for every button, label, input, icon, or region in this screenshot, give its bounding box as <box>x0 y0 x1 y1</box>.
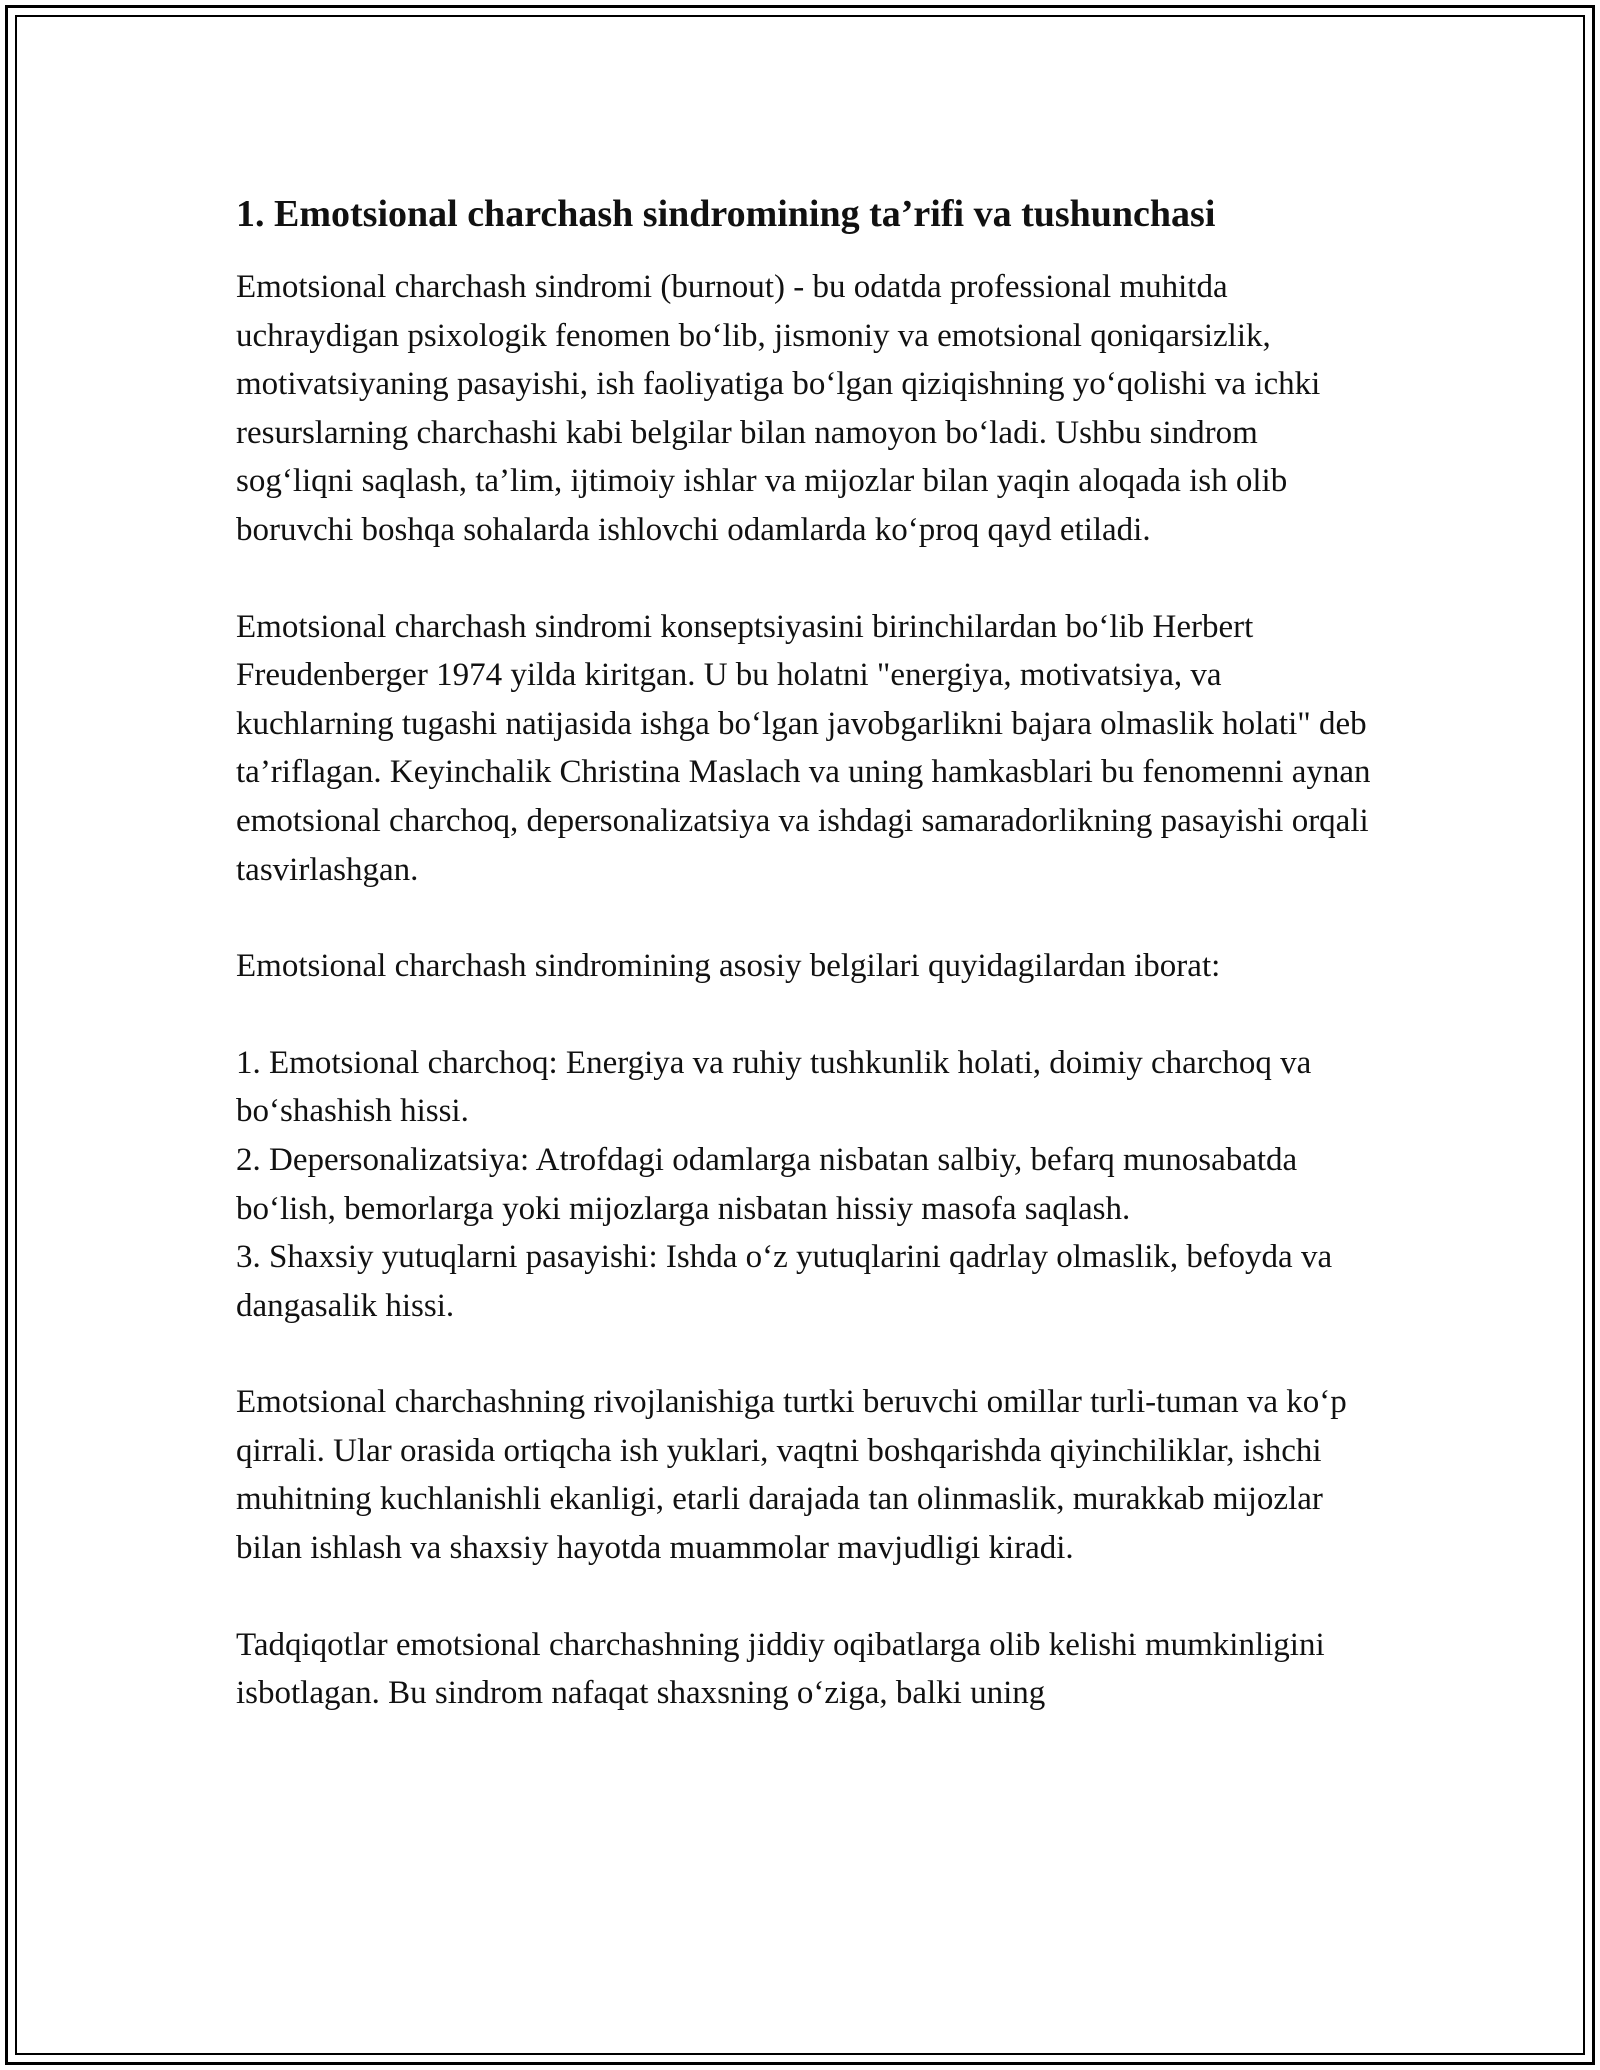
paragraph-consequences: Tadqiqotlar emotsional charchashning jiddiy oqibatlarga olib kelishi mumkinligini isbotlagan. Bu sindrom nafaqat shaxsning o‘ziga, balki uning <box>236 1626 1325 1712</box>
paragraph-factors: Emotsional charchashning rivojlanishiga turtki beruvchi omillar turli-tuman va ko‘p qirrali. Ular orasida ortiqcha ish yuklari, vaqtni boshqarishda qiyinchiliklar, ishchi muhitning kuchlanishli ekanligi, etarli darajada tan olinmaslik, murakkab mijozlar bilan ishlash va shaxsiy hayotda muammolar mavjudligi kiradi. <box>236 1384 1347 1567</box>
document-body <box>236 187 1376 1718</box>
list-item: 2. Depersonalizatsiya: Atrofdagi odamlarga nisbatan salbiy, befarq munosabatda bo‘lish, bemorlarga yoki mijozlarga nisbatan hissiy masofa saqlash. <box>236 1141 1298 1227</box>
symptoms-list <box>236 1039 1376 1331</box>
paragraph-history: Emotsional charchash sindromi konseptsiyasini birinchilardan bo‘lib Herbert Freudenberger 1974 yilda kiritgan. U bu holatni "energiya, motivatsiya, va kuchlarning tugashi natijasida ishga bo‘lgan javobgarlikni bajara olmaslik holati" deb ta’riflagan. Keyinchalik Christina Maslach va uning hamkasblari bu fenomenni aynan emotsional charchoq, depersonalizatsiya va ishdagi samaradorlikning pasayishi orqali tasvirlashgan. <box>236 608 1371 888</box>
list-item: 3. Shaxsiy yutuqlarni pasayishi: Ishda o‘z yutuqlarini qadrlay olmaslik, befoyda va dangasalik hissi. <box>236 1239 1333 1324</box>
list-item: 1. Emotsional charchoq: Energiya va ruhiy tushkunlik holati, doimiy charchoq va bo‘shashish hissi. <box>236 1044 1312 1130</box>
paragraph-symptoms-intro: Emotsional charchash sindromining asosiy belgilari quyidagilardan iborat: <box>236 948 1221 985</box>
section-heading: 1. Emotsional charchash sindromining ta’rifi va tushunchasi <box>236 193 1216 235</box>
paragraph-definition: Emotsional charchash sindromi (burnout) - bu odatda professional muhitda uchraydigan psixologik fenomen bo‘lib, jismoniy va emotsional qoniqarsizlik, motivatsiyaning pasayishi, ish faoliyatiga bo‘lgan qiziqishning yo‘qolishi va ichki resurslarning charchashi kabi belgilar bilan namoyon bo‘ladi. Ushbu sindrom sog‘liqni saqlash, ta’lim, ijtimoiy ishlar va mijozlar bilan yaqin aloqada ish olib boruvchi boshqa sohalarda ishlovchi odamlarda ko‘proq qayd etiladi. <box>236 269 1321 548</box>
